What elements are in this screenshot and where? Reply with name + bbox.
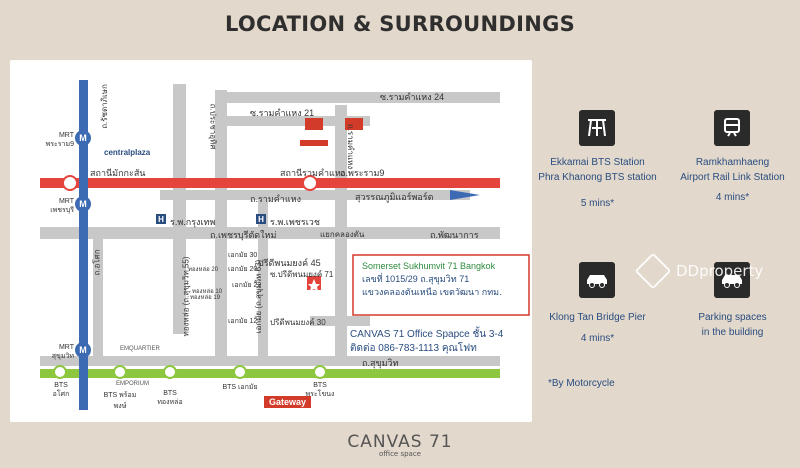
taxi-icon <box>579 262 615 298</box>
arl-station-makkasan <box>63 176 77 190</box>
svg-text:M: M <box>79 345 87 355</box>
label-phra-ram9: ถ.พระราม9 <box>340 168 385 178</box>
page-title: LOCATION & SURROUNDINGS <box>224 12 576 36</box>
svg-text:H: H <box>258 215 264 224</box>
label-ekkamai: เอกมัย (ถ.สุขุมวิท 63) <box>254 259 264 334</box>
logo-main: CANVAS 71 <box>347 432 453 452</box>
label-bts-asok: BTS อโศก <box>52 382 70 398</box>
transport-time-2: 4 mins* <box>580 333 615 344</box>
label-sukhumvit: ถ.สุขุมวิท <box>362 358 399 368</box>
label-soi-th19: ทองหล่อ 19 <box>190 295 221 301</box>
watermark <box>640 258 763 284</box>
bts-station-phrakhanong <box>314 366 326 378</box>
bts-train-icon <box>579 110 615 146</box>
label-soi12: เอกมัย 12 <box>228 318 258 325</box>
label-mrt-phetchaburi: MRT เพชรบุรี <box>50 198 74 214</box>
label-soi-th20: ทองหล่อ 20 <box>188 267 219 273</box>
label-makkasan-station: สถานีมักกะสัน <box>90 168 146 178</box>
ddproperty-logo-icon <box>635 253 672 290</box>
transport-label-3-line1: Parking spaces <box>698 312 767 323</box>
transport-label-0-line1: Ekkamai BTS Station <box>550 157 645 168</box>
transport-time-0: 5 mins* <box>580 198 615 209</box>
label-soi71: ซ.ปรีดีพนมยงค์ 71 <box>270 270 334 279</box>
svg-text:H: H <box>158 215 164 224</box>
label-ratchada: ถ.รัชดาภิเษก <box>99 84 109 129</box>
watermark-text: DDproperty <box>676 262 764 280</box>
address-line2: แขวงคลองตันเหนือ เขตวัฒนา กทม. <box>362 287 502 297</box>
transport-label-1-line1: Ramkhamhaeng <box>695 157 770 168</box>
transport-label-2 <box>530 310 665 325</box>
svg-text:M: M <box>79 199 87 209</box>
footnote: *By Motorcycle <box>548 378 615 389</box>
office-line1: CANVAS 71 Office Spapce ชั้น 3-4 <box>350 329 504 340</box>
label-sukhumvit71: ปรีดีพนมยงค์ 45 <box>258 258 321 268</box>
office-info <box>350 328 530 356</box>
transport-time-1: 4 mins* <box>715 192 750 203</box>
label-soi-ramkhamhaeng: ถ.รามคำแหง <box>346 123 356 170</box>
bts-station-phrom <box>114 366 126 378</box>
label-ramkhamhaeng24: ซ.รามคำแหง 24 <box>380 92 445 102</box>
address-box-text <box>362 260 526 299</box>
transport-label-3-line2: in the building <box>701 327 764 338</box>
airport-rail-link-icon <box>714 110 750 146</box>
label-mrt-rama9: MRT พระราม9 <box>45 132 74 148</box>
mrt-line <box>79 80 88 410</box>
logo-sub: office space <box>379 450 421 458</box>
mrt-station-sukhumvit <box>75 342 91 358</box>
label-soi22: เอกมัย 22 <box>232 282 262 289</box>
mrt-station-rama9 <box>75 130 91 146</box>
bts-station-ekkamai <box>234 366 246 378</box>
label-bts-ekkamai: BTS เอกมัย <box>222 384 258 391</box>
store-sign-icon <box>300 140 328 146</box>
label-soi30: เอกมัย 30 <box>228 252 258 259</box>
label-mrt-sukhumvit: MRT สุขุมวิท <box>51 344 74 360</box>
label-pracha-uthit: ถ.ประชาอุทิศ <box>208 103 218 150</box>
address-name: Somerset Sukhumvit 71 Bangkok <box>362 261 496 271</box>
label-central: centralplaza <box>104 148 151 157</box>
road-sukhumvit <box>40 356 500 366</box>
label-ramkhamhaeng-main: ถ.รามคำแหง <box>250 194 301 204</box>
label-thonglor: ทองหล่อ (ถ.สุขุมวิท 55) <box>181 256 191 337</box>
road-ramkhamhaeng24 <box>220 92 500 103</box>
canvas-logo <box>0 432 800 458</box>
label-bts-phrom: BTS พร้อมพงษ์ <box>103 392 137 410</box>
label-soi20: เอกมัย 20 <box>228 266 258 273</box>
label-bts-phrakhanong: BTS พระโขนง <box>305 382 335 398</box>
svg-text:M: M <box>79 133 87 143</box>
transport-label-3 <box>670 310 795 340</box>
mrt-station-phetchaburi <box>75 196 91 212</box>
label-ramkhamhaeng21: ซ.รามคำแหง 21 <box>250 108 315 118</box>
label-bts-thonglor: BTS ทองหล่อ <box>157 390 183 406</box>
label-yaek: แยกคลองตัน <box>320 230 365 239</box>
transport-label-2-line1: Klong Tan Bridge Pier <box>549 312 646 323</box>
label-phatthanakan: ถ.พัฒนาการ <box>430 230 479 240</box>
transport-label-1 <box>670 155 795 185</box>
label-asoke: ถ.อโศก <box>92 249 102 276</box>
label-hospital-phetchavej: ร.พ.เพชรเวช <box>270 217 320 227</box>
label-ramkhamhaeng-station: สถานีรามคำแหง <box>280 168 346 178</box>
office-line2: ติดต่อ 086-783-1113 คุณโฟท <box>350 343 477 354</box>
bts-line <box>40 369 500 378</box>
label-emquartier: EMQUARTIER <box>120 346 160 352</box>
address-line1: เลขที่ 1015/29 ถ.สุขุมวิท 71 <box>362 274 470 284</box>
label-soi-pridi: ปรีดีพนมยงค์ 30 <box>270 318 326 327</box>
label-airport: สุวรรณภูมิแอร์พอร์ต <box>355 192 434 202</box>
transport-label-1-line2: Airport Rail Link Station <box>680 172 785 183</box>
transport-label-0-line2: Phra Khanong BTS station <box>538 172 657 183</box>
label-emporium: EMPORIUM <box>116 381 149 387</box>
transport-label-0 <box>530 155 665 185</box>
label-phetchaburi: ถ.เพชรบุรีตัดใหม่ <box>210 230 277 240</box>
label-hospital-bangkok: ร.พ.กรุงเทพ <box>170 217 216 227</box>
label-soi-th10: ทองหล่อ 10 <box>192 289 223 295</box>
bts-station-asok <box>54 366 66 378</box>
bts-station-thonglor <box>164 366 176 378</box>
location-map <box>10 60 532 422</box>
label-gateway: Gateway <box>264 396 311 408</box>
